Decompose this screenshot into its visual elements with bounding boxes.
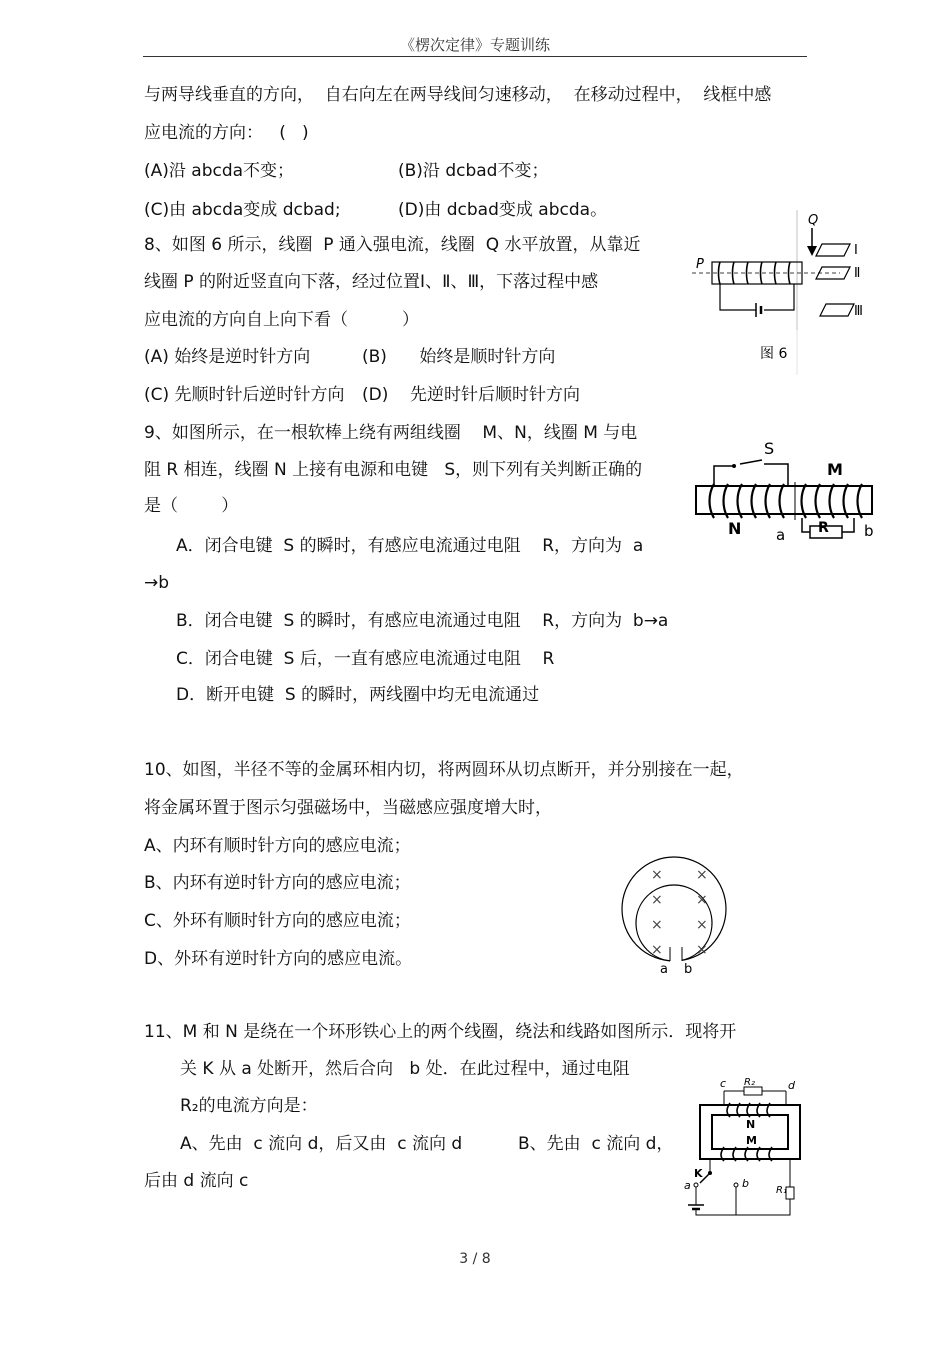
label-k: K bbox=[694, 1167, 703, 1180]
label-a: a bbox=[660, 962, 668, 977]
q9-line1: 9、如图所示，在一根软棒上绕有两组线圈 M、N，线圈 M 与电 bbox=[144, 423, 638, 443]
label-pos-3: Ⅲ bbox=[854, 304, 863, 319]
label-r: R bbox=[818, 520, 829, 536]
q8-line2: 线圈 P 的附近竖直向下落，经过位置Ⅰ、Ⅱ、Ⅲ，下落过程中感 bbox=[144, 272, 599, 292]
q10-option-c: C、外环有顺时针方向的感应电流； bbox=[144, 911, 411, 931]
resistor-r2 bbox=[744, 1087, 762, 1095]
coil-m-windings bbox=[802, 484, 863, 518]
page-number: 3 / 8 bbox=[459, 1251, 491, 1267]
q11-line2: 关 K 从 a 处断开，然后合向 b 处．在此过程中，通过电阻 bbox=[180, 1059, 630, 1079]
q11-option-b-cont: 后由 d 流向 c bbox=[144, 1171, 249, 1191]
q7-option-c: (C)由 abcda变成 dcbad; bbox=[144, 200, 341, 220]
q8-option-c: (C) 先顺时针后逆时针方向 bbox=[144, 385, 345, 405]
svg-text:×: × bbox=[696, 892, 708, 908]
ring-core-outer bbox=[700, 1105, 800, 1159]
label-m: M bbox=[746, 1134, 757, 1147]
label-q: Q bbox=[808, 213, 819, 228]
q8-line3: 应电流的方向自上向下看（ ） bbox=[144, 310, 420, 330]
figure-6-coil-diagram bbox=[690, 210, 880, 375]
q10-line2: 将金属环置于图示匀强磁场中，当磁感应强度增大时， bbox=[144, 798, 552, 818]
label-a: a bbox=[776, 526, 786, 544]
q11-line1: 11、M 和 N 是绕在一个环形铁心上的两个线圈，绕法和线路如图所示．现将开 bbox=[144, 1022, 737, 1042]
svg-text:×: × bbox=[696, 917, 708, 933]
q9-line2: 阻 R 相连，线圈 N 上接有电源和电键 S，则下列有关判断正确的 bbox=[144, 460, 643, 480]
q10-option-d: D、外环有逆时针方向的感应电流。 bbox=[144, 949, 413, 969]
label-r1: R₁ bbox=[776, 1185, 787, 1196]
figure-6-caption: 图 6 bbox=[760, 346, 788, 362]
label-n: N bbox=[746, 1118, 756, 1131]
q7-option-b: (B)沿 dcbad不变； bbox=[398, 161, 549, 181]
coil-n-windings bbox=[710, 484, 785, 518]
q9-option-c: C．闭合电键 S 后，一直有感应电流通过电阻 R bbox=[176, 649, 555, 669]
coil-q-position-1 bbox=[816, 244, 850, 256]
page-header: 《楞次定律》专题训练 bbox=[399, 36, 550, 54]
q7-line1: 与两导线垂直的方向， 自右向左在两导线间匀速移动， 在移动过程中， 线框中感 bbox=[144, 85, 772, 105]
q8-line1: 8、如图 6 所示，线圈 P 通入强电流，线圈 Q 水平放置，从靠近 bbox=[144, 235, 641, 255]
q9-line3: 是（ ） bbox=[144, 496, 239, 516]
q11-line3: R₂的电流方向是： bbox=[180, 1096, 318, 1116]
q10-option-a: A、内环有顺时针方向的感应电流； bbox=[144, 836, 411, 856]
svg-text:×: × bbox=[696, 867, 708, 883]
label-d: d bbox=[788, 1079, 795, 1092]
q7-line2: 应电流的方向： ( ) bbox=[144, 123, 309, 143]
magnetic-field-marks bbox=[651, 867, 708, 958]
label-n: N bbox=[728, 519, 742, 538]
q11-option-b: B、先由 c 流向 d， bbox=[518, 1134, 674, 1154]
q9-option-b: B．闭合电键 S 的瞬时，有感应电流通过电阻 R，方向为 b→a bbox=[176, 611, 669, 631]
label-pos-2: Ⅱ bbox=[854, 266, 861, 281]
q11-option-a: A、先由 c 流向 d，后又由 c 流向 d bbox=[180, 1134, 463, 1154]
label-c: c bbox=[720, 1077, 727, 1090]
q8-option-a: (A) 始终是逆时针方向 bbox=[144, 347, 311, 367]
svg-text:×: × bbox=[651, 917, 663, 933]
label-m: M bbox=[827, 460, 843, 479]
svg-text:×: × bbox=[696, 942, 708, 958]
coil-q-position-3 bbox=[820, 304, 854, 316]
q9-option-a-line2: →b bbox=[144, 573, 170, 593]
switch-s-icon bbox=[732, 464, 736, 468]
label-pos-1: Ⅰ bbox=[854, 243, 858, 258]
q8-option-d: (D) 先逆时针后顺时针方向 bbox=[362, 385, 580, 405]
q10-option-b: B、内环有逆时针方向的感应电流； bbox=[144, 873, 411, 893]
header-rule bbox=[143, 56, 807, 57]
label-p: P bbox=[696, 257, 704, 272]
svg-text:×: × bbox=[651, 942, 663, 958]
outer-ring bbox=[622, 857, 726, 961]
figure-q9-soft-rod-coils bbox=[692, 436, 882, 546]
label-s: S bbox=[764, 439, 775, 458]
label-b: b bbox=[684, 962, 693, 977]
figure-q11-ring-core-circuit bbox=[680, 1075, 810, 1220]
label-b: b bbox=[742, 1177, 749, 1190]
svg-text:×: × bbox=[651, 867, 663, 883]
q10-line1: 10、如图，半径不等的金属环相内切，将两圆环从切点断开，并分别接在一起， bbox=[144, 760, 744, 780]
label-r2: R₂ bbox=[744, 1077, 755, 1088]
resistor-r1 bbox=[786, 1187, 794, 1199]
svg-text:×: × bbox=[651, 892, 663, 908]
label-b: b bbox=[864, 522, 874, 540]
q9-option-a-line1: A．闭合电键 S 的瞬时，有感应电流通过电阻 R，方向为 a bbox=[176, 536, 644, 556]
q8-option-b: (B) 始终是顺时针方向 bbox=[362, 347, 556, 367]
q7-option-d: (D)由 dcbad变成 abcda。 bbox=[398, 200, 608, 220]
q9-option-d: D．断开电键 S 的瞬时，两线圈中均无电流通过 bbox=[176, 685, 540, 705]
q7-option-a: (A)沿 abcda不变； bbox=[144, 161, 295, 181]
label-a: a bbox=[684, 1179, 691, 1192]
figure-q10-metal-rings bbox=[618, 855, 728, 980]
